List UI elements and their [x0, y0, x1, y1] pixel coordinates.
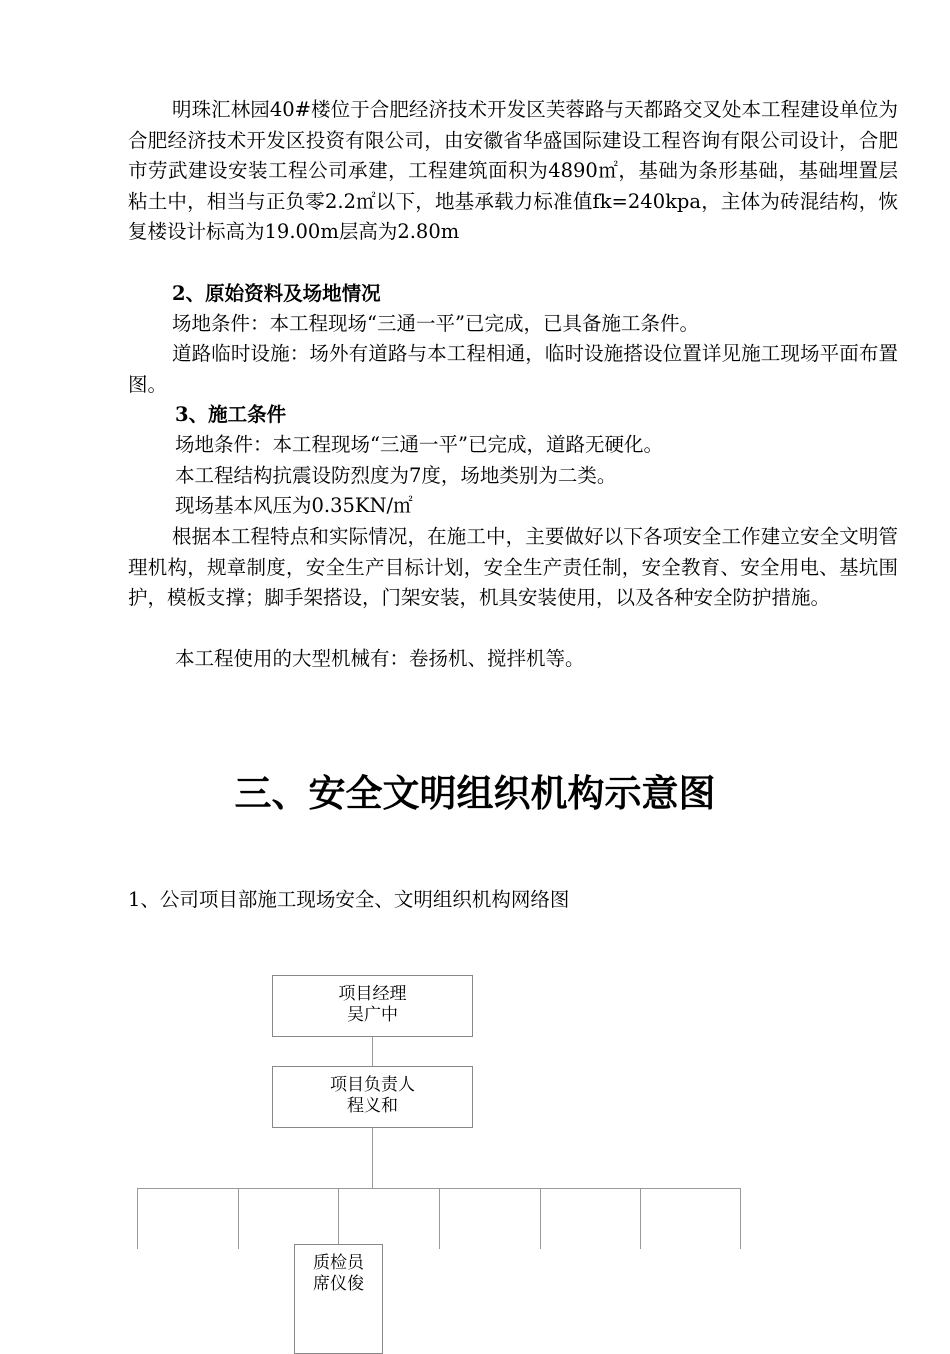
- branch-drop-6: [640, 1188, 641, 1249]
- section2-temp-facilities: 道路临时设施：场外有道路与本工程相通，临时设施搭设位置详见施工现场平面布置图。: [128, 342, 898, 396]
- org-box-manager: [272, 975, 473, 1037]
- branch-drop-3: [338, 1188, 339, 1244]
- org-box-quality: [294, 1244, 383, 1354]
- quality-role: 质检员: [313, 1253, 364, 1273]
- section2-heading: 2、原始资料及场地情况: [172, 282, 381, 305]
- quality-name: 席仪俊: [313, 1274, 364, 1294]
- connector-lead-bus: [372, 1128, 373, 1188]
- org-box-lead: [272, 1066, 473, 1128]
- lead-role: 项目负责人: [330, 1075, 415, 1095]
- branch-drop-2: [238, 1188, 239, 1249]
- branch-drop-4: [439, 1188, 440, 1249]
- overview-paragraph: 明珠汇林园40#楼位于合肥经济技术开发区芙蓉路与天都路交叉处本工程建设单位为合肥经济技术开发区投资有限公司，由安徽省华盛国际建设工程咨询有限公司设计，合肥市劳武建设安装工程公司承建，工程建筑面积为4890㎡，基础为条形基础，基础埋置层粘土中，相当与正负零2.2㎡以下，地基承载力标准值fk=240kpa，主体为砖混结构，恢复楼设计标高为19.00m层高为2.80m: [128, 98, 898, 243]
- section3-heading: 3、施工条件: [175, 403, 287, 426]
- branch-drop-1: [137, 1188, 138, 1249]
- section3-safety-work: 根据本工程特点和实际情况，在施工中，主要做好以下各项安全工作建立安全文明管理机构，规章制度，安全生产目标计划，安全生产责任制，安全教育、安全用电、基坑围护，模板支撑；脚手架搭设，门架安装，机具安装使用，以及各种安全防护措施。: [128, 525, 898, 609]
- section3-machinery: 本工程使用的大型机械有：卷扬机、搅拌机等。: [175, 647, 585, 670]
- section2-site-conditions: 场地条件：本工程现场“三通一平”已完成，已具备施工条件。: [172, 312, 699, 335]
- manager-name: 吴广中: [347, 1005, 398, 1025]
- section3-site-conditions: 场地条件：本工程现场“三通一平”已完成，道路无硬化。: [175, 433, 663, 456]
- chapter-subtitle: 1、公司项目部施工现场安全、文明组织机构网络图: [128, 888, 570, 911]
- section3-seismic: 本工程结构抗震设防烈度为7度，场地类别为二类。: [175, 464, 617, 487]
- chapter-title: 三、安全文明组织机构示意图: [234, 772, 716, 815]
- connector-manager-lead: [372, 1037, 373, 1066]
- section3-wind-pressure: 现场基本风压为0.35KN/㎡: [175, 494, 413, 517]
- branch-drop-7: [740, 1188, 741, 1249]
- manager-role: 项目经理: [338, 984, 407, 1004]
- branch-drop-5: [540, 1188, 541, 1249]
- lead-name: 程义和: [347, 1096, 398, 1116]
